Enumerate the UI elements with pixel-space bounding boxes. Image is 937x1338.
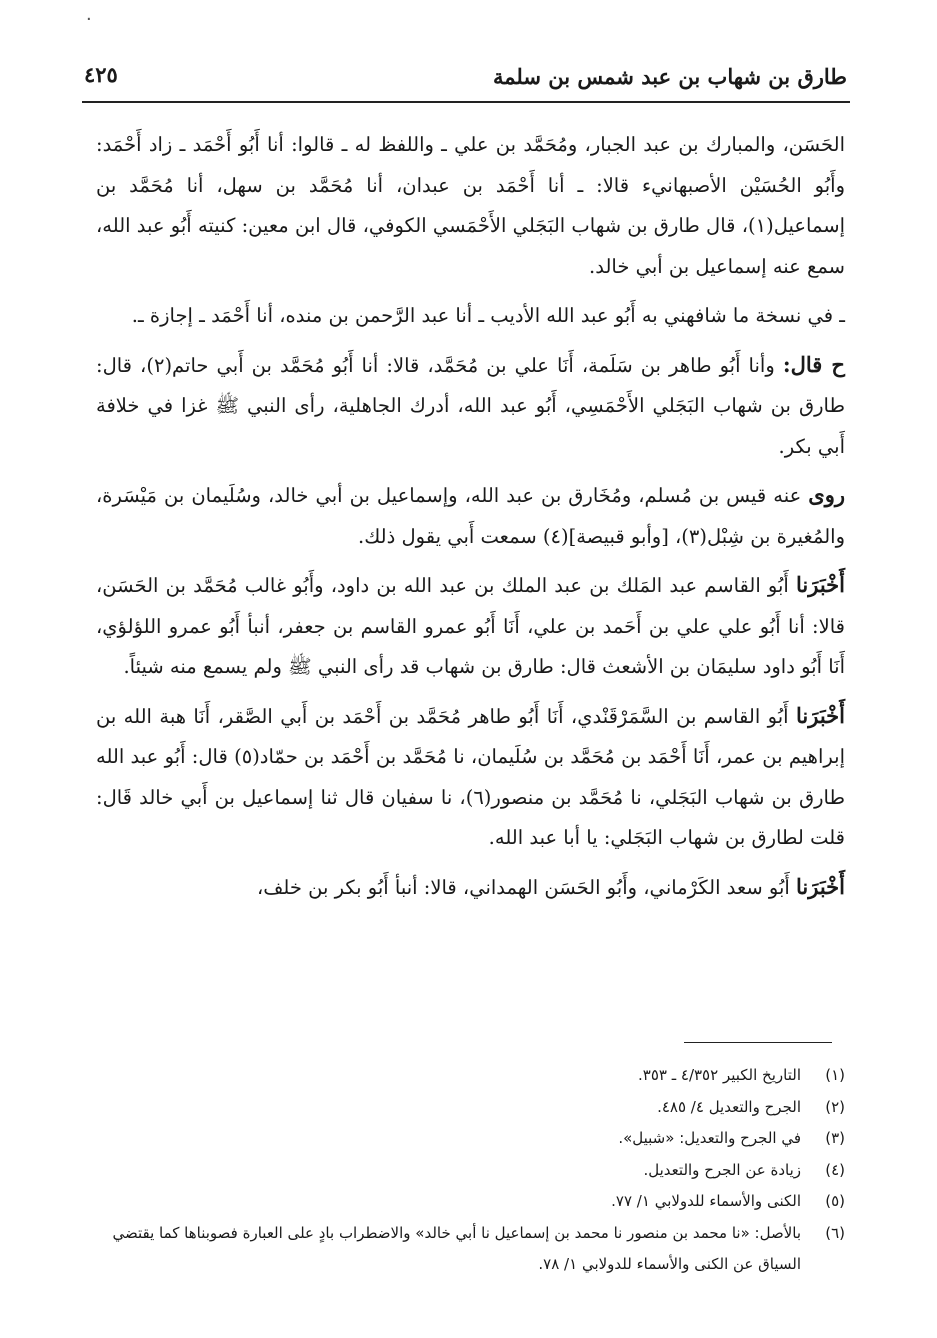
paragraph-lead: أَخْبَرَنا: [796, 702, 845, 728]
footnote: [92, 1186, 845, 1218]
paragraph-lead: أَخْبَرَنا: [796, 873, 845, 899]
footnote-text: في الجرح والتعديل: «شبيل».: [618, 1129, 801, 1147]
paragraph-text: الحَسَن، والمبارك بن عبد الجبار، ومُحَمَّد بن علي ـ واللفظ له ـ قالوا: أنا أَبُو أَحْمَد ـ زاد أَحْمَد: وأَبُو الحُسَيْن الأصبهانيء قالا: ـ أنا أَحْمَد بن عبدان، أنا مُحَمَّد بن سهل، أنا مُحَمَّد بن إسماعيل(١)، قال طارق بن شهاب البَجَلي الأَحْمَسي الكوفي، قال ابن معين: كنيته أَبُو عبد الله، سمع عنه إسماعيل بن أبي خالد.: [96, 133, 845, 278]
footnote-text: التاريخ الكبير ٤/٣٥٢ ـ ٣٥٣.: [638, 1066, 801, 1084]
footnote-text: بالأصل: «نا محمد بن منصور نا محمد بن إسماعيل نا أبي خالد» والاضطراب بادٍ على العبارة فصوبناها كما يقتضي السياق عن الكنى والأسماء للدولابي ١/ ٧٨.: [112, 1223, 801, 1273]
paragraph-lead: ح قال:: [782, 351, 845, 377]
paragraph: [96, 295, 845, 337]
page-number: ٤٢٥: [84, 62, 118, 87]
paragraph: [96, 345, 845, 468]
paragraph: [96, 867, 845, 909]
footnote: [92, 1092, 845, 1124]
footnote-text: الكنى والأسماء للدولابي ١/ ٧٧.: [611, 1192, 801, 1210]
footnote-number: (٣): [825, 1129, 845, 1147]
footnote: [92, 1155, 845, 1187]
paragraph: [96, 565, 845, 688]
paragraph-lead: أَخْبَرَنا: [796, 572, 845, 597]
paragraph-text: أَبُو القاسم بن السَّمَرْقَنْدي، أَنَا أَبُو طاهر مُحَمَّد بن أَحْمَد بن أَبي الصَّقر، أَنَا هبة الله بن إبراهيم بن عمر، أَنَا أَحْمَد بن مُحَمَّد بن سُلَيمان، نا مُحَمَّد بن أَحْمَد بن حمّاد(٥) قال: أَبُو عبد الله طارق بن شهاب البَجَلي، نا مُحَمَّد بن منصور(٦)، نا سفيان قال ثنا إسماعيل بن أَبي خالد قَال: قلت لطارق بن شهاب البَجَلي: يا أبا عبد الله.: [96, 704, 845, 849]
paragraph-text: عنه قيس بن مُسلم، ومُخَارق بن عبد الله، وإسماعيل بن أبي خالد، وسُلَيمان بن مَيْسَرة، والمُغيرة بن شِبْل(٣)، [وأبو قبيصة](٤) سمعت أَبي يقول ذلك.: [96, 484, 845, 548]
footnote-number: (٤): [825, 1160, 845, 1179]
paragraph-text: أَبُو سعد الكَرْماني، وأَبُو الحَسَن الهمداني، قالا: أنبأ أَبُو بكر بن خلف،: [256, 875, 797, 899]
footnote-text: الجرح والتعديل ٤/ ٤٨٥.: [657, 1097, 801, 1116]
footnote-rule: [684, 1042, 832, 1043]
footnote: [92, 1218, 845, 1281]
footnotes: [92, 1060, 845, 1281]
paragraph: [96, 475, 845, 557]
paragraph-lead: روى: [808, 482, 845, 507]
footnote-number: (٢): [825, 1097, 845, 1116]
footnote-number: (٦): [825, 1223, 845, 1242]
paragraph: [96, 124, 845, 287]
paragraph: [96, 696, 845, 859]
footnote: [92, 1123, 845, 1155]
footnote: [92, 1060, 845, 1092]
header-rule: [82, 101, 850, 103]
footnote-number: (٥): [825, 1192, 845, 1210]
main-text: [96, 124, 845, 916]
paragraph-text: وأنا أَبُو طاهر بن سَلَمة، أَنَا علي بن مُحَمَّد، قالا: أنا أَبُو مُحَمَّد بن أَبي حاتم(٢)، قال: طارق بن شهاب البَجَلي الأَحْمَسِي، أَبُو عبد الله، أدرك الجاهلية، رأى النبي ﷺ غزا في خلافة أَبي بكر.: [96, 353, 845, 458]
scan-mark: ٠: [84, 8, 94, 29]
footnote-number: (١): [825, 1066, 845, 1084]
paragraph-text: ـ في نسخة ما شافهني به أَبُو عبد الله الأديب ـ أنا عبد الرَّحمن بن منده، أنا أَحْمَد ـ إجازة ـ.: [131, 304, 845, 327]
running-title: طارق بن شهاب بن عبد شمس بن سلمة: [492, 64, 847, 89]
footnote-text: زيادة عن الجرح والتعديل.: [643, 1160, 801, 1179]
paragraph-text: أَبُو القاسم عبد المَلك بن عبد الملك بن عبد الله بن داود، وأَبُو غالب مُحَمَّد بن الحَسَن، قالا: أنا أَبُو علي علي بن أَحَمد بن علي، أَنَا أَبُو عمرو القاسم بن جعفر، أنبأ أَبُو عمرو اللؤلؤي، أَنَا أَبُو داود سليمَان بن الأشعث قال: طارق بن شهاب قد رأى النبي ﷺ ولم يسمع منه شيئاً.: [96, 574, 845, 678]
